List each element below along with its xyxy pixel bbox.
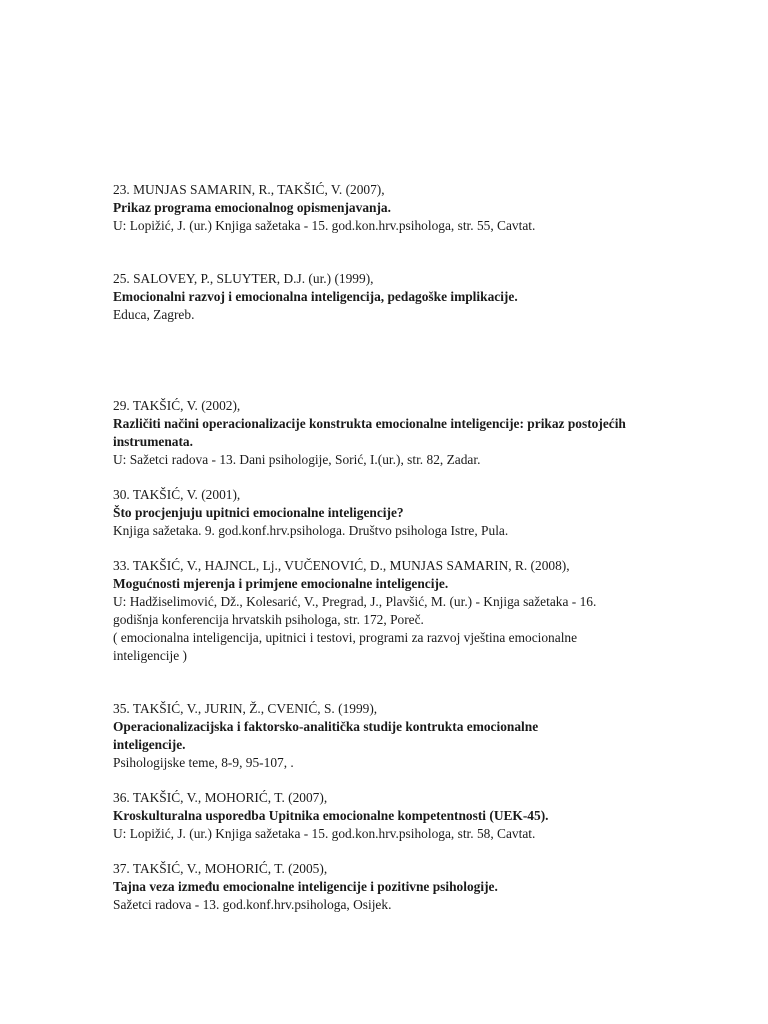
reference-source: U: Lopižić, J. (ur.) Knjiga sažetaka - 15. god.kon.hrv.psihologa, str. 55, Cavtat.: [113, 218, 536, 233]
reference-source: Knjiga sažetaka. 9. god.konf.hrv.psihologa. Društvo psihologa Istre, Pula.: [113, 523, 509, 538]
reference-note: ( emocionalna inteligencija, upitnici i testovi, programi za razvoj vještina emocionalne inteligencije ): [113, 630, 578, 663]
reference-entry-29: [113, 397, 633, 469]
reference-title: Mogućnosti mjerenja i primjene emocionalne inteligencije.: [113, 576, 449, 591]
reference-entry-35: [113, 700, 613, 772]
reference-source: U: Lopižić, J. (ur.) Knjiga sažetaka - 15. god.kon.hrv.psihologa, str. 58, Cavtat.: [113, 826, 536, 841]
reference-entry-25: [113, 270, 653, 324]
reference-header: 23. MUNJAS SAMARIN, R., TAKŠIĆ, V. (2007),: [113, 182, 385, 197]
reference-title: Emocionalni razvoj i emocionalna inteligencija, pedagoške implikacije.: [113, 289, 518, 304]
reference-title: Kroskulturalna usporedba Upitnika emocionalne kompetentnosti (UEK-45).: [113, 808, 549, 823]
reference-source: Psihologijske teme, 8-9, 95-107, .: [113, 755, 294, 770]
reference-header: 37. TAKŠIĆ, V., MOHORIĆ, T. (2005),: [113, 861, 328, 876]
reference-source: Educa, Zagreb.: [113, 307, 195, 322]
reference-entry-23: [113, 181, 653, 235]
reference-header: 29. TAKŠIĆ, V. (2002),: [113, 398, 241, 413]
reference-source: U: Sažetci radova - 13. Dani psihologije, Sorić, I.(ur.), str. 82, Zadar.: [113, 452, 481, 467]
reference-source: U: Hadžiselimović, Dž., Kolesarić, V., Pregrad, J., Plavšić, M. (ur.) - Knjiga sažetaka - 16. godišnja konferencija hrvatskih psihologa, str. 172, Poreč.: [113, 594, 597, 627]
reference-title: Različiti načini operacionalizacije konstrukta emocionalne inteligencije: prikaz postojećih instrumenata.: [113, 416, 626, 449]
reference-title: Što procjenjuju upitnici emocionalne inteligencije?: [113, 505, 404, 520]
reference-entry-36: [113, 789, 653, 843]
reference-source: Sažetci radova - 13. god.konf.hrv.psihologa, Osijek.: [113, 897, 392, 912]
reference-header: 33. TAKŠIĆ, V., HAJNCL, Lj., VUČENOVIĆ, D., MUNJAS SAMARIN, R. (2008),: [113, 558, 570, 573]
reference-header: 25. SALOVEY, P., SLUYTER, D.J. (ur.) (1999),: [113, 271, 374, 286]
reference-title: Tajna veza između emocionalne inteligencije i pozitivne psihologije.: [113, 879, 498, 894]
reference-header: 30. TAKŠIĆ, V. (2001),: [113, 487, 241, 502]
reference-header: 35. TAKŠIĆ, V., JURIN, Ž., CVENIĆ, S. (1999),: [113, 701, 378, 716]
reference-entry-33: [113, 557, 643, 665]
reference-entry-30: [113, 486, 653, 540]
reference-header: 36. TAKŠIĆ, V., MOHORIĆ, T. (2007),: [113, 790, 328, 805]
reference-title: Prikaz programa emocionalnog opismenjavanja.: [113, 200, 391, 215]
reference-title: Operacionalizacijska i faktorsko-analitička studije kontrukta emocionalne inteligencije.: [113, 719, 539, 752]
reference-entry-37: [113, 860, 653, 914]
